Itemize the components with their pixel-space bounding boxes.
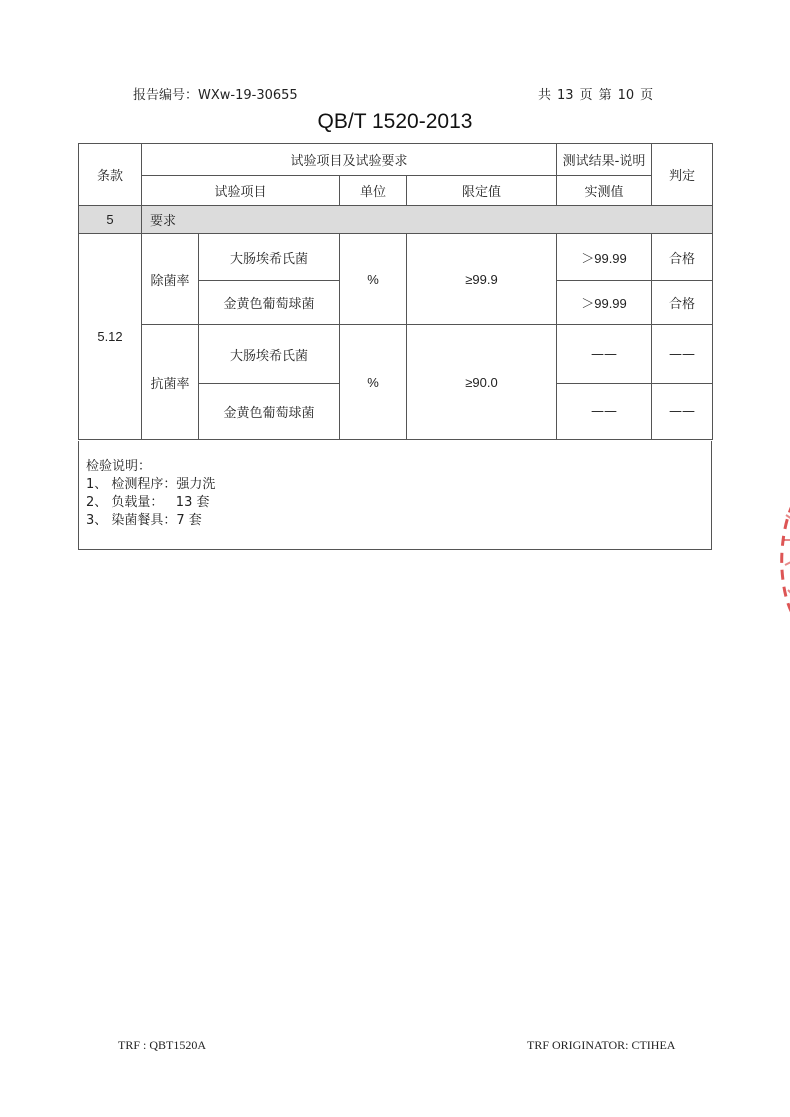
organism-cell: 大肠埃希氏菌 bbox=[199, 325, 340, 384]
page-nth-label: 第 bbox=[598, 88, 612, 103]
page-unit: 页 bbox=[579, 88, 593, 103]
verdict-cell: 合格 bbox=[652, 281, 713, 325]
header-measured: 实测值 bbox=[557, 176, 652, 206]
header-test-item: 试验项目 bbox=[142, 176, 340, 206]
unit-cell: % bbox=[340, 234, 407, 325]
standard-title: QB/T 1520-2013 bbox=[317, 110, 473, 133]
measured-cell: ＞99.99 bbox=[557, 281, 652, 325]
seal-stamp-icon bbox=[760, 470, 790, 640]
organism-cell: 金黄色葡萄球菌 bbox=[199, 384, 340, 440]
page-info bbox=[538, 84, 659, 103]
header-unit: 单位 bbox=[340, 176, 407, 206]
header-result-desc: 测试结果-说明 bbox=[557, 144, 652, 176]
notes-line: 2、 负载量： 13 套 bbox=[86, 495, 210, 510]
header-clause: 条款 bbox=[79, 144, 142, 206]
verdict-cell: —— bbox=[652, 384, 713, 440]
test-table bbox=[78, 143, 713, 440]
unit-cell: % bbox=[340, 325, 407, 440]
verdict-cell: 合格 bbox=[652, 234, 713, 281]
measured-cell: —— bbox=[557, 384, 652, 440]
page-unit-2: 页 bbox=[640, 88, 654, 103]
report-number: 报告编号：WXw-19-30655 bbox=[133, 88, 298, 103]
group-name: 除菌率 bbox=[142, 234, 199, 325]
notes-title: 检验说明： bbox=[86, 459, 152, 474]
section-number: 5 bbox=[79, 206, 142, 234]
section-label: 要求 bbox=[142, 206, 713, 234]
verdict-cell: —— bbox=[652, 325, 713, 384]
clause-number: 5.12 bbox=[79, 234, 142, 440]
measured-cell: ＞99.99 bbox=[557, 234, 652, 281]
notes-line: 1、 检测程序：强力洗 bbox=[86, 477, 216, 492]
group-name: 抗菌率 bbox=[142, 325, 199, 440]
organism-cell: 大肠埃希氏菌 bbox=[199, 234, 340, 281]
inspection-notes bbox=[78, 441, 712, 550]
notes-line: 3、 染菌餐具：7 套 bbox=[86, 513, 202, 528]
header-verdict: 判定 bbox=[652, 144, 713, 206]
measured-cell: —— bbox=[557, 325, 652, 384]
limit-cell: ≥99.9 bbox=[407, 234, 557, 325]
page-total-label: 共 bbox=[538, 88, 552, 103]
page-current: 10 bbox=[617, 88, 635, 103]
organism-cell: 金黄色葡萄球菌 bbox=[199, 281, 340, 325]
limit-cell: ≥90.0 bbox=[407, 325, 557, 440]
footer-originator: TRF ORIGINATOR: CTIHEA bbox=[527, 1038, 676, 1052]
header-items-requirements: 试验项目及试验要求 bbox=[142, 144, 557, 176]
header-limit: 限定值 bbox=[407, 176, 557, 206]
page-total: 13 bbox=[557, 88, 574, 103]
footer-trf: TRF : QBT1520A bbox=[118, 1038, 207, 1052]
